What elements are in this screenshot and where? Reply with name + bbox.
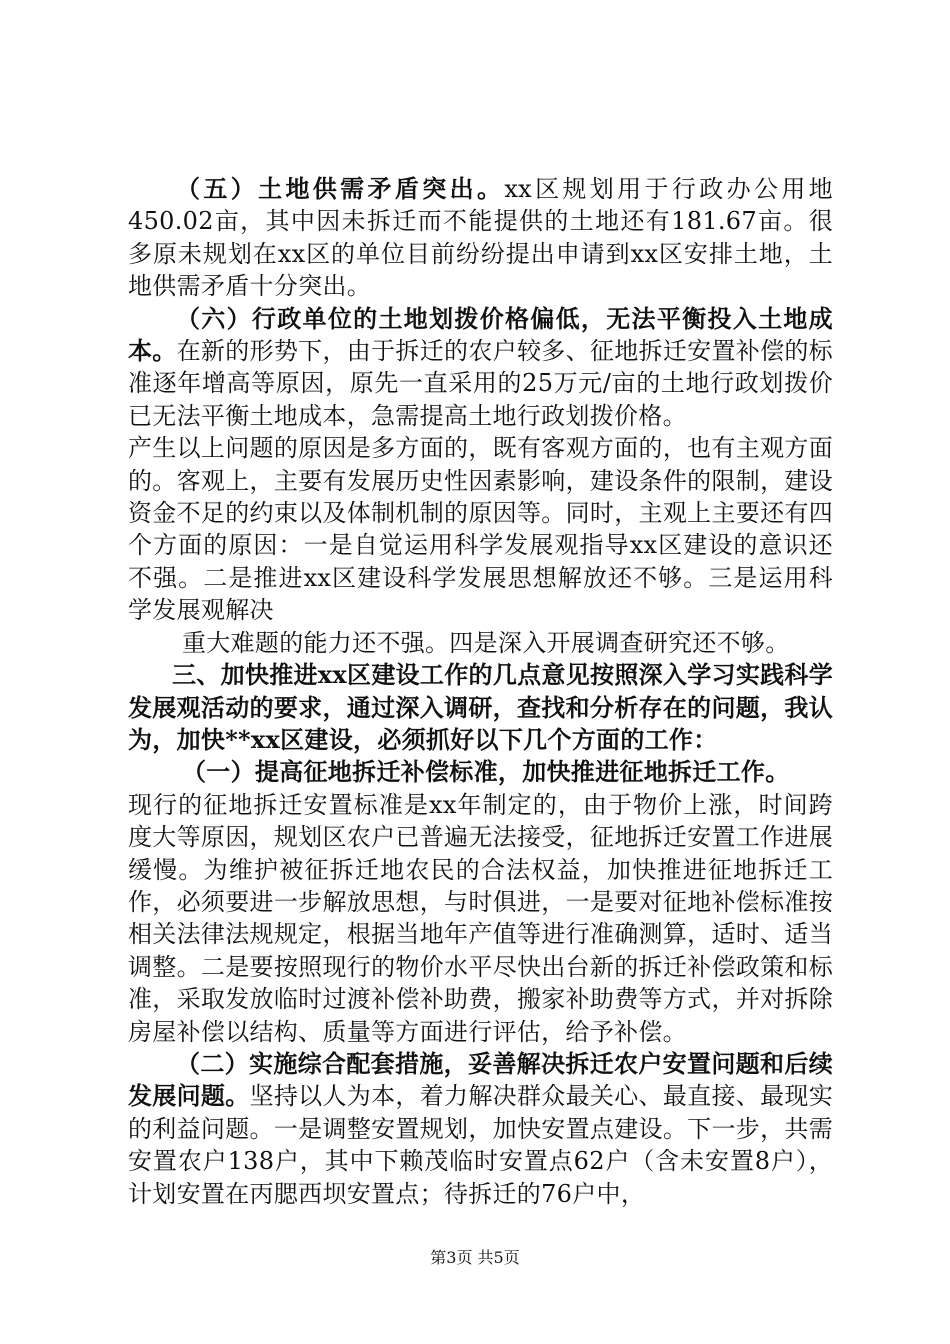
heading-section-three: 三、加快推进xx区建设工作的几点意见按照深入学习实践科学发展观活动的要求，通过深入调研，查找和分析存在的问题，我认为，加快**xx区建设，必须抓好以下几个方面的工作：	[128, 660, 834, 754]
paragraph-item-one-heading	[128, 756, 833, 788]
text-land-price: 在新的形势下，由于拆迁的农户较多、征地拆迁安置补偿的标准逐年增高等原因，原先一直采用的25万元/亩的土地行政划拨价已无法平衡土地成本，急需提高土地行政划拨价格。	[128, 337, 833, 430]
paragraph-land-price	[128, 303, 833, 433]
text-land-supply: xx区规划用于行政办公用地450.02亩，其中因未拆迁而不能提供的土地还有181.67亩。很多原未规划在xx区的单位目前纷纷提出申请到xx区安排土地，土地供需矛盾十分突出。	[128, 175, 833, 301]
page-footer: 第3页 共5页	[430, 1248, 520, 1267]
heading-land-price: （六）行政单位的土地划拨价格偏低，无法平衡投入土地成本。	[128, 303, 833, 366]
heading-item-one: （一）提高征地拆迁补偿标准，加快推进征地拆迁工作。	[182, 757, 790, 787]
text-causes-continued: 重大难题的能力还不强。四是深入开展调查研究还不够。	[182, 628, 790, 657]
text-item-two: 坚持以人为本，着力解决群众最关心、最直接、最现实的利益问题。一是调整安置规划，加快安置点建设。下一步，共需安置农户138户，其中下赖茂临时安置点62户（含未安置8户），计划安置在丙腮西坝安置点；待拆迁的76户中，	[128, 1082, 834, 1208]
document-body	[128, 173, 833, 1210]
paragraph-causes-continued	[128, 627, 833, 659]
text-item-one: 现行的征地拆迁安置标准是xx年制定的，由于物价上涨，时间跨度大等原因，规划区农户已普遍无法接受，征地拆迁安置工作进展缓慢。为维护被征拆迁地农民的合法权益，加快推进征地拆迁工作，必须要进一步解放思想，与时俱进，一是要对征地补偿标准按相关法律法规规定，根据当地年产值等进行准确测算，适时、适当调整。二是要按照现行的物价水平尽快出台新的拆迁补偿政策和标准，采取发放临时过渡补偿补助费，搬家补助费等方式，并对拆除房屋补偿以结构、质量等方面进行评估，给予补偿。	[128, 790, 833, 1046]
paragraph-section-three	[128, 659, 833, 756]
text-causes: 产生以上问题的原因是多方面的，既有客观方面的，也有主观方面的。客观上，主要有发展历史性因素影响，建设条件的限制，建设资金不足的约束以及体制机制的原因等。同时，主观上主要还有四个方面的原因：一是自觉运用科学发展观指导xx区建设的意识还不强。二是推进xx区建设科学发展思想解放还不够。三是运用科学发展观解决	[128, 434, 833, 625]
heading-item-two: （二）实施综合配套措施，妥善解决拆迁农户安置问题和后续发展问题。	[128, 1048, 833, 1111]
paragraph-causes	[128, 432, 833, 626]
paragraph-land-supply	[128, 173, 833, 303]
paragraph-item-two	[128, 1048, 833, 1210]
paragraph-item-one	[128, 789, 833, 1048]
heading-land-supply: （五）土地供需矛盾突出。	[176, 174, 505, 203]
